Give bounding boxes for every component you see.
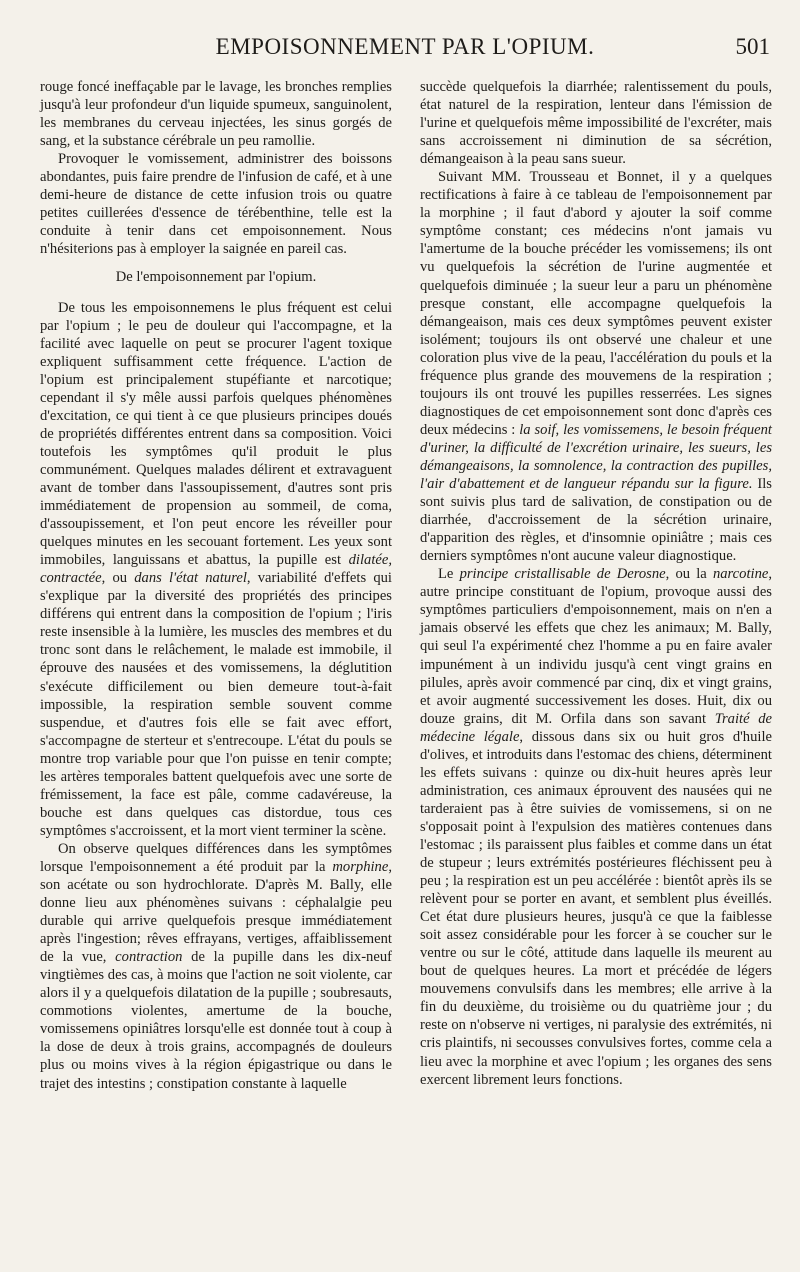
section-heading: De l'empoisonnement par l'opium. bbox=[115, 269, 317, 286]
right-paragraph-3 bbox=[420, 565, 772, 1088]
text-run: Suivant MM. Trousseau et Bonnet, il y a quelques rectifications à faire à ce tableau de l'empoisonnement par la morphine ; il faut d'abord y ajouter la soif comme symptôme constant; ces médecins n'ont jamais vu l'amertume de la bouche précéder les vomissemens; ils ont vu quelquefois la sécrétion de l'urine augmentée et quelquefois diminuée ; la sueur leur a paru un phénomène presque constant, elle accompagne quelquefois la démangeaison, mais ces deux symptômes peuvent exister isolément; toujours ils ont observé une chaleur et une coloration plus vive de la peau, l'accélération du pouls et la fréquence plus grande des mouvemens de la respiration ; toujours ils ont trouvé les pupilles resserrées. Les signes diagnostiques de cet empoisonnement sont donc d'après ces deux médecins : bbox=[420, 169, 772, 438]
italic-run: Traité de médecine légale bbox=[420, 710, 773, 745]
text-run: , ou la bbox=[665, 566, 713, 583]
italic-run: la soif, les vomissemens, le besoin fréquent d'uriner, la difficulté de l'excrétion urinaire, les sueurs, les démangeaisons, la somnolence, la contraction des pupilles, l'air d'abattement et de langueur répandu sur la figure. bbox=[420, 421, 772, 493]
left-paragraph-2: Provoquer le vomissement, administrer des boissons abondantes, puis faire prendre de l'infusion de café, et à une demi-heure de distance de cette infusion trois ou quatre petites cuillerées d'essence de térébenthine, telle est la conduite à tenir dans cet empoisonnement. Nous n'hésiterions pas à employer la saignée en pareil cas. bbox=[40, 151, 392, 258]
left-column bbox=[40, 78, 392, 1093]
right-column bbox=[420, 78, 772, 1089]
left-paragraph-3 bbox=[40, 299, 392, 840]
left-paragraph-4 bbox=[40, 840, 392, 1093]
text-run: de la pupille dans les dix-neuf vingtièmes des cas, à moins que l'action ne soit violente, car alors il y a quelquefois dilatation de la pupille ; soubresauts, commotions violentes, amertume de la bouche, vomissemens opiniâtres lorsqu'elle est donnée tout à coup à la dose de deux à trois grains, accompagnés de douleurs plus ou moins vives à la région épigastrique ou dans le trajet des intestins ; constipation constante à laquelle bbox=[40, 949, 392, 1092]
italic-run: narcotine bbox=[712, 566, 769, 583]
text-run: , son acétate ou son hydrochlorate. D'après M. Bally, elle donne lieu aux phénomènes suivans : céphalalgie peu durable qui arrive quelquefois presque immédiatement après l'ingestion; rêves effrayans, vertiges, affaiblissement de la vue, bbox=[40, 858, 392, 966]
text-run: , autre principe constituant de l'opium, provoque aussi des symptômes particuliers d'empoisonnement, mais on n'en a jamais observé les effets que chez les animaux; M. Bally, qui seul l'a expérimenté chez l'homme a pu en faire avaler impunément à un individu jusqu'à cent vingt grains en pilules, après avoir commencé par cinq, dix et vingt grains, et avoir augmenté successivement les doses. Huit, dix ou douze grains, dit M. Orfila dans son savant bbox=[420, 566, 772, 727]
text-run: On observe quelques différences dans les symptômes lorsque l'empoisonnement a été produit par la bbox=[40, 840, 392, 875]
italic-run: morphine bbox=[332, 858, 389, 875]
text-run: , variabilité d'effets qui s'explique par la diversité des propriétés des principes différens qui entrent dans la composition de l'opium ; l'iris reste insensible à la lumière, les muscles des membres et du tronc sont dans le relâchement, le malade est immobile, il éprouve des nausées et des vomissemens, la déglutition s'exécute difficilement ou bien demeure tout-à-fait impossible, la respiration semble souvent comme suspendue, et d'autres fois elle se fait avec effort, s'accompagne de sterteur et s'entrecoupe. L'état du pouls se montre trop variable pour que l'on puisse en tenir compte; les artères temporales battent quelquefois avec une sorte de frémissement, la face est pâle, comme cadavéreuse, la bouche est dans quelques cas distordue, tous ces symptômes s'accroissent, et la mort vient terminer la scène. bbox=[40, 570, 392, 839]
text-run: Ils sont suivis plus tard de salivation, de constipation ou de diarrhée, d'accroissement de la sécrétion urinaire, d'apparition des règles, et d'insomnie opiniâtre ; mais ces derniers symptômes n'ont aucune valeur diagnostique. bbox=[420, 476, 772, 565]
text-run: , ou bbox=[101, 570, 135, 587]
italic-run: principe cristallisable de Derosne bbox=[459, 566, 666, 583]
italic-run: dans l'état naturel bbox=[134, 570, 247, 587]
right-paragraph-2 bbox=[420, 168, 772, 565]
right-paragraph-1: succède quelquefois la diarrhée; ralentissement du pouls, état naturel de la respiration, lenteur dans l'émission de l'urine et quelquefois même impossibilité de l'excréter, mais sans accroissement ni diminution de sa sécrétion, démangeaison à la peau sans sueur. bbox=[420, 79, 772, 168]
left-paragraph-1: rouge foncé ineffaçable par le lavage, les bronches remplies jusqu'à leur profondeur d'un liquide spumeux, sanguinolent, les membranes du cerveau injectées, les sinus gorgés de sang, et la substance cérébrale un peu ramollie. bbox=[40, 79, 392, 150]
text-run: De tous les empoisonnemens le plus fréquent est celui par l'opium ; le peu de douleur qui l'accompagne, et la facilité avec laquelle on peut se procurer l'agent toxique expliquent suffisamment cette fréquence. L'action de l'opium est principalement stupéfiante et narcotique; cependant il s'y mêle aussi parfois quelques phénomènes d'excitation, ce qui tient à ce que plusieurs principes doués de propriétés différentes entrent dans sa composition. Voici toutefois les symptômes qu'il produit le plus communément. Quelques malades délirent et extravaguent avant de tomber dans l'assoupissement, d'autres sont pris immédiatement de propension au sommeil, de coma, d'assoupissement, et l'on peut encore les réveiller pour quelques minutes en les secouant fortement. Les yeux sont immobiles, languissans et abattus, la pupille est bbox=[40, 299, 392, 569]
italic-run: contraction bbox=[115, 949, 183, 966]
text-run: Le bbox=[438, 566, 460, 583]
running-title: EMPOISONNEMENT PAR L'OPIUM. bbox=[215, 34, 595, 59]
text-run: , dissous dans six ou huit gros d'huile d'olives, et introduits dans l'estomac des chiens, déterminent les effets suivans : quinze ou dix-huit heures après leur administration, ces animaux éprouvent des nausées qui ne tarderaient pas à être suivies de vomissemens, si on ne s'opposait point à l'expulsion des matières contenues dans l'estomac ; ils paraissent plus faibles et comme dans un état de stupeur ; leurs extrémités postérieures fléchissent peu à peu ; la respiration est un peu accélérée : bientôt après ils se relèvent pour se porter en avant, et semblent plus éveillés. Cet état dure plusieurs heures, jusqu'à ce que la faiblesse soit assez considérable pour les forcer à se coucher sur le ventre ou sur le côté, attitude dans laquelle ils meurent au bout de quelques heures. La mort et précédée de légers mouvemens convulsifs dans les membres; elle arrive à la fin du deuxième, du troisième ou du quatrième jour ; du reste on n'observe ni vertiges, ni paralysie des extrémités, ni cris plaintifs, ni secousses convulsives fortes, comme cela a lieu avec la morphine et avec l'opium ; les organes des sens exercent librement leurs fonctions. bbox=[420, 728, 772, 1088]
italic-run: dilatée, contractée bbox=[40, 552, 392, 587]
page-number: 501 bbox=[735, 34, 770, 59]
page-header bbox=[40, 34, 770, 66]
